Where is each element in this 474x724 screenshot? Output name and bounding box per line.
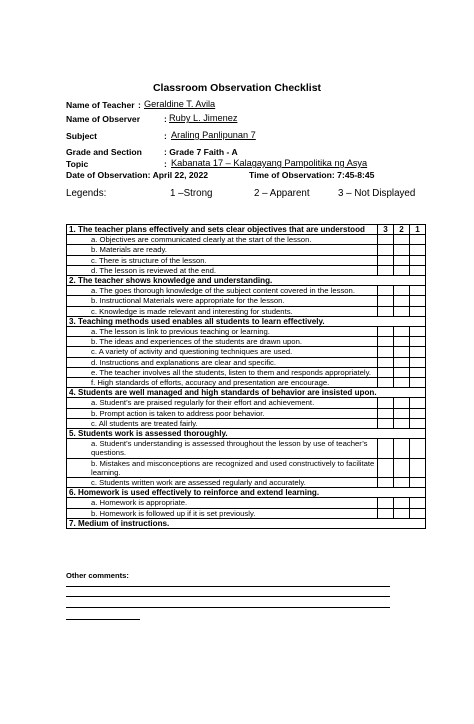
date-of-observation: Date of Observation: April 22, 2022 — [66, 170, 209, 180]
legend-strong: 1 –Strong — [170, 188, 213, 199]
checklist-item: c. A variety of activity and questioning techniques are used. — [67, 347, 378, 357]
rating-cell — [378, 508, 394, 518]
score-header-1: 1 — [410, 225, 426, 235]
subject-label: Subject — [66, 131, 98, 141]
rating-cell — [410, 265, 426, 275]
rating-cell — [378, 498, 394, 508]
checklist-table — [66, 224, 426, 529]
rating-cell — [378, 478, 394, 488]
checklist-item-row — [67, 408, 426, 418]
checklist-item: c. Knowledge is made relevant and interesting for students. — [67, 306, 378, 316]
checklist-item-row — [67, 347, 426, 357]
rating-cell — [378, 418, 394, 428]
rating-cell — [410, 478, 426, 488]
teacher-label: Name of Teacher — [66, 100, 135, 110]
rating-cell — [410, 296, 426, 306]
rating-cell — [394, 255, 410, 265]
checklist-item: a. The lesson is link to previous teaching or learning. — [67, 327, 378, 337]
rating-cell — [394, 418, 410, 428]
rating-cell — [378, 378, 394, 388]
grade-value: : Grade 7 Faith - A — [164, 147, 238, 157]
checklist-item: b. The ideas and experiences of the students are drawn upon. — [67, 337, 378, 347]
checklist-item-row — [67, 306, 426, 316]
checklist-item: d. The lesson is reviewed at the end. — [67, 265, 378, 275]
observer-label: Name of Observer — [66, 114, 141, 124]
section-heading: 3. Teaching methods used enables all students to learn effectively. — [67, 316, 426, 326]
section-row — [67, 388, 426, 398]
rating-cell — [394, 286, 410, 296]
checklist-item: b. Homework is followed up if it is set previously. — [67, 508, 378, 518]
checklist-item: e. The teacher involves all the students, listen to them and responds appropriately. — [67, 367, 378, 377]
rating-cell — [410, 498, 426, 508]
rating-cell — [394, 367, 410, 377]
rating-cell — [378, 357, 394, 367]
rating-cell — [394, 378, 410, 388]
rating-cell — [378, 296, 394, 306]
section-row — [67, 316, 426, 326]
rating-cell — [394, 508, 410, 518]
checklist-item: a. Objectives are communicated clearly at the start of the lesson. — [67, 235, 378, 245]
rating-cell — [378, 306, 394, 316]
checklist-item: d. Instructions and explanations are clear and specific. — [67, 357, 378, 367]
rating-cell — [378, 255, 394, 265]
checklist-item-row — [67, 327, 426, 337]
rating-cell — [378, 458, 394, 477]
rating-cell — [410, 327, 426, 337]
checklist-item: a. Homework is appropriate. — [67, 498, 378, 508]
rating-cell — [410, 306, 426, 316]
checklist-item: b. Mistakes and misconceptions are recognized and used constructively to facilitate learning. — [67, 458, 378, 477]
rating-cell — [378, 398, 394, 408]
rating-cell — [394, 498, 410, 508]
checklist-item: c. There is structure of the lesson. — [67, 255, 378, 265]
subject-value: Araling Panlipunan 7 — [171, 130, 256, 140]
comment-line — [66, 596, 390, 597]
rating-cell — [378, 439, 394, 458]
checklist-item-row — [67, 478, 426, 488]
rating-cell — [394, 408, 410, 418]
rating-cell — [394, 327, 410, 337]
time-of-observation: Time of Observation: 7:45-8:45 — [249, 170, 375, 180]
grade-label: Grade and Section — [66, 147, 142, 157]
checklist-item-row — [67, 458, 426, 477]
rating-cell — [394, 347, 410, 357]
section-heading: 2. The teacher shows knowledge and understanding. — [67, 276, 426, 286]
checklist-item-row — [67, 265, 426, 275]
rating-cell — [410, 378, 426, 388]
section-row — [67, 225, 426, 235]
checklist-item-row — [67, 255, 426, 265]
rating-cell — [410, 337, 426, 347]
rating-cell — [394, 398, 410, 408]
teacher-colon: : — [138, 100, 141, 110]
rating-cell — [410, 367, 426, 377]
rating-cell — [410, 418, 426, 428]
rating-cell — [378, 286, 394, 296]
topic-colon: : — [164, 159, 167, 169]
checklist-item-row — [67, 245, 426, 255]
other-comments-label: Other comments: — [66, 571, 129, 580]
rating-cell — [394, 265, 410, 275]
topic-label: Topic — [66, 159, 89, 169]
checklist-item-row — [67, 508, 426, 518]
checklist-item: c. Students written work are assessed regularly and accurately. — [67, 478, 378, 488]
rating-cell — [394, 439, 410, 458]
rating-cell — [410, 439, 426, 458]
rating-cell — [378, 235, 394, 245]
teacher-value: Geraldine T. Avila — [144, 99, 216, 109]
section-row — [67, 518, 426, 528]
checklist-item-row — [67, 498, 426, 508]
rating-cell — [410, 398, 426, 408]
rating-cell — [378, 265, 394, 275]
score-header-3: 3 — [378, 225, 394, 235]
section-heading: 4. Students are well managed and high standards of behavior are insisted upon. — [67, 388, 426, 398]
comment-line — [66, 586, 390, 587]
checklist-item: b. Instructional Materials were appropriate for the lesson. — [67, 296, 378, 306]
topic-value: Kabanata 17 – Kalagayang Pampolitika ng Asya — [171, 158, 368, 168]
rating-cell — [378, 347, 394, 357]
legend-not-displayed: 3 – Not Displayed — [338, 188, 416, 199]
score-header-2: 2 — [394, 225, 410, 235]
rating-cell — [410, 508, 426, 518]
checklist-item-row — [67, 418, 426, 428]
subject-colon: : — [164, 131, 167, 141]
rating-cell — [378, 327, 394, 337]
rating-cell — [410, 458, 426, 477]
checklist-item-row — [67, 296, 426, 306]
checklist-item-row — [67, 357, 426, 367]
checklist-item-row — [67, 378, 426, 388]
rating-cell — [410, 245, 426, 255]
observer-colon: : — [164, 114, 167, 124]
rating-cell — [394, 357, 410, 367]
checklist-item-row — [67, 439, 426, 458]
comment-line — [66, 619, 140, 620]
checklist-item: a. Student’s are praised regularly for their effort and achievement. — [67, 398, 378, 408]
observer-value: Ruby L. Jimenez — [169, 113, 238, 123]
section-heading: 5. Students work is assessed thoroughly. — [67, 429, 426, 439]
rating-cell — [394, 337, 410, 347]
rating-cell — [394, 296, 410, 306]
rating-cell — [410, 286, 426, 296]
checklist-item: c. All students are treated fairly. — [67, 418, 378, 428]
comment-line — [66, 607, 390, 608]
legend-apparent: 2 – Apparent — [254, 188, 310, 199]
checklist-item-row — [67, 337, 426, 347]
section-heading: 7. Medium of instructions. — [67, 518, 426, 528]
rating-cell — [410, 357, 426, 367]
rating-cell — [410, 347, 426, 357]
rating-cell — [410, 408, 426, 418]
rating-cell — [394, 458, 410, 477]
checklist-item-row — [67, 367, 426, 377]
rating-cell — [410, 235, 426, 245]
rating-cell — [410, 255, 426, 265]
checklist-item-row — [67, 286, 426, 296]
section-row — [67, 488, 426, 498]
rating-cell — [394, 478, 410, 488]
checklist-item: a. The goes thorough knowledge of the subject content covered in the lesson. — [67, 286, 378, 296]
checklist-item: b. Prompt action is taken to address poor behavior. — [67, 408, 378, 418]
rating-cell — [378, 367, 394, 377]
checklist-item: b. Materials are ready. — [67, 245, 378, 255]
rating-cell — [378, 408, 394, 418]
checklist-item-row — [67, 398, 426, 408]
rating-cell — [394, 245, 410, 255]
page-title: Classroom Observation Checklist — [152, 82, 322, 94]
rating-cell — [378, 337, 394, 347]
checklist-item-row — [67, 235, 426, 245]
section-heading: 1. The teacher plans effectively and sets clear objectives that are understood — [67, 225, 378, 235]
section-row — [67, 429, 426, 439]
legend-label: Legends: — [66, 188, 107, 199]
checklist-item: a. Student’s understanding is assessed throughout the lesson by use of teacher’s questions. — [67, 439, 378, 458]
checklist-item: f. High standards of efforts, accuracy and presentation are encourage. — [67, 378, 378, 388]
rating-cell — [378, 245, 394, 255]
rating-cell — [394, 235, 410, 245]
section-heading: 6. Homework is used effectively to reinforce and extend learning. — [67, 488, 426, 498]
rating-cell — [394, 306, 410, 316]
section-row — [67, 276, 426, 286]
